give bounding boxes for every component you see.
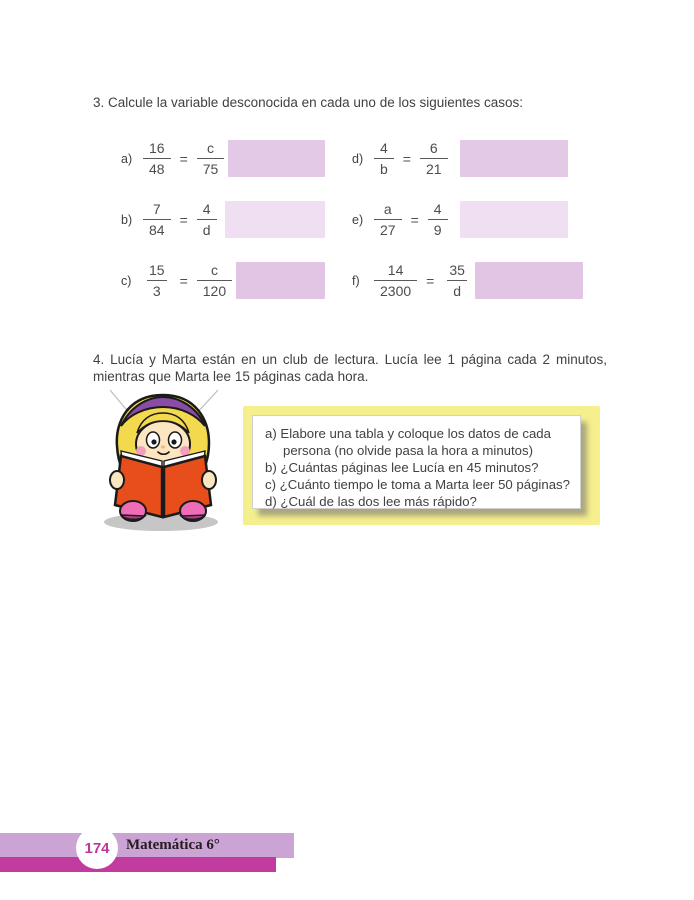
fraction-denominator: 9	[428, 219, 448, 238]
exercise-item-c	[93, 262, 352, 299]
fraction-right	[197, 140, 225, 177]
equals-sign: =	[402, 150, 411, 167]
fraction-numerator: 4	[433, 200, 442, 217]
question-text: ¿Cuántas páginas lee Lucía en 45 minutos?	[280, 460, 539, 475]
fraction-left	[143, 140, 171, 177]
fraction-denominator: 120	[197, 280, 232, 299]
question-text: ¿Cuánto tiempo le toma a Marta leer 50 páginas?	[279, 477, 570, 492]
exercise3-grid	[93, 128, 568, 311]
question-b	[265, 459, 570, 476]
equals-sign: =	[410, 211, 419, 228]
question-label: b)	[265, 460, 277, 475]
fraction-denominator: 84	[143, 219, 171, 238]
exercise4-statement: 4. Lucía y Marta están en un club de lectura. Lucía lee 1 página cada 2 minutos, mientras que Marta lee 15 páginas cada hora.	[93, 352, 607, 384]
footer-book-title: Matemática 6°	[126, 837, 220, 853]
question-label: a)	[265, 426, 277, 441]
question-a	[265, 425, 570, 459]
fraction-numerator: 14	[387, 261, 404, 278]
fraction-denominator: 75	[197, 158, 225, 177]
answer-box	[225, 201, 325, 238]
fraction-left	[374, 262, 417, 299]
fraction-right	[428, 201, 448, 238]
fraction-denominator: 2300	[374, 280, 417, 299]
exercise4-question-box	[243, 406, 600, 525]
exercise-row	[93, 189, 568, 250]
fraction-denominator: d	[447, 280, 467, 299]
exercise-row	[93, 128, 568, 189]
fraction-left	[143, 262, 171, 299]
fraction-left	[374, 140, 394, 177]
girl-reading-illustration	[90, 388, 242, 540]
exercise-item-a	[93, 140, 352, 177]
item-label: c)	[121, 273, 132, 288]
fraction-numerator: 4	[202, 200, 211, 217]
fraction-numerator: 15	[149, 261, 165, 278]
question-text: ¿Cuál de las dos lee más rápido?	[280, 494, 477, 509]
fraction-denominator: 27	[374, 219, 402, 238]
item-label: d)	[352, 151, 364, 166]
exercise-row	[93, 250, 568, 311]
exercise-item-e	[352, 201, 568, 238]
item-label: e)	[352, 212, 364, 227]
fraction-numerator: 35	[449, 261, 465, 278]
question-panel	[252, 415, 581, 509]
fraction-numerator: c	[207, 139, 215, 156]
fraction-denominator: 48	[143, 158, 171, 177]
fraction-right	[420, 140, 448, 177]
fraction-numerator: a	[383, 200, 392, 217]
answer-box	[475, 262, 583, 299]
answer-box	[460, 201, 568, 238]
fraction-right	[443, 262, 471, 299]
fraction-numerator: 6	[429, 139, 438, 156]
exercise-item-f	[352, 262, 583, 299]
item-label: f)	[352, 273, 360, 288]
exercise-item-d	[352, 140, 568, 177]
question-d	[265, 493, 570, 510]
equals-sign: =	[179, 272, 188, 289]
girl-reading-svg	[90, 388, 242, 540]
exercise-item-b	[93, 201, 352, 238]
fraction-numerator: c	[210, 261, 218, 278]
page-number-badge	[76, 827, 118, 869]
answer-box	[236, 262, 325, 299]
fraction-denominator: d	[197, 219, 217, 238]
question-c	[265, 476, 570, 493]
page-number: 174	[84, 839, 110, 857]
fraction-numerator: 7	[152, 200, 161, 217]
exercise3-heading: 3. Calcule la variable desconocida en cada uno de los siguientes casos:	[93, 95, 524, 110]
fraction-numerator: 4	[380, 139, 388, 156]
answer-box	[460, 140, 568, 177]
equals-sign: =	[179, 211, 188, 228]
fraction-numerator: 16	[149, 139, 165, 156]
question-text: Elabore una tabla y coloque los datos de cada persona (no olvide pasa la hora a minutos)	[280, 426, 551, 458]
fraction-left	[143, 201, 171, 238]
fraction-left	[374, 201, 402, 238]
equals-sign: =	[426, 272, 435, 289]
fraction-right	[197, 262, 232, 299]
item-label: b)	[121, 212, 133, 227]
fraction-denominator: 3	[147, 280, 167, 299]
fraction-denominator: 21	[420, 158, 448, 177]
footer-bar-dark	[0, 857, 276, 872]
question-label: c)	[265, 477, 276, 492]
fraction-right	[197, 201, 217, 238]
equals-sign: =	[179, 150, 188, 167]
answer-box	[228, 140, 325, 177]
fraction-denominator: b	[374, 158, 394, 177]
question-label: d)	[265, 494, 277, 509]
item-label: a)	[121, 151, 133, 166]
